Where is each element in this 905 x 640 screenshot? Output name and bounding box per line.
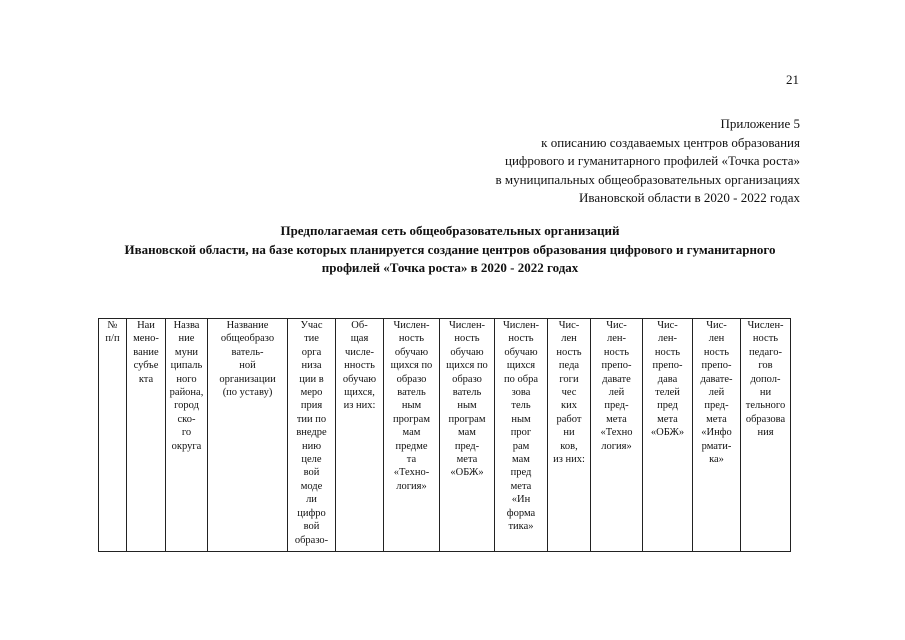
header-cell-additional-education: Числен- ность педаго- гов допол- ни тельного образова ния (741, 319, 791, 552)
header-cell-organization: Название общеобразо ватель- ной организации (по уставу) (208, 319, 288, 552)
appendix-block (495, 115, 800, 208)
title-line: Предполагаемая сеть общеобразовательных организаций (280, 223, 620, 238)
header-cell-teachers-technology: Чис- лен- ность препо- давате лей пред- мета «Техно логия» (591, 319, 643, 552)
appendix-line: Ивановской области в 2020 - 2022 годах (579, 190, 800, 205)
page-number: 21 (786, 72, 799, 87)
title-line: Ивановской области, на базе которых планируется создание центров образования цифрового и гуманитарного (124, 241, 776, 257)
header-cell-students-obzh: Числен- ность обучаю щихся по образо ватель ным програм мам пред- мета «ОБЖ» (440, 319, 495, 552)
header-cell-total-students: Об- щая числе- нность обучаю щихся, из них: (336, 319, 384, 552)
header-cell-number: № п/п (99, 319, 127, 552)
header-cell-students-informatics: Числен- ность обучаю щихся по обра зова тель ным прог рам мам пред мета «Ин форма тика» (495, 319, 548, 552)
header-cell-teachers-total: Чис- лен ность педа гоги чес ких работ ни ков, из них: (548, 319, 591, 552)
header-cell-subject: Наи мено- вание субъе кта (127, 319, 166, 552)
organizations-table (98, 318, 791, 552)
title-line: профилей «Точка роста» в 2020 - 2022 годах (321, 260, 579, 275)
header-cell-district: Назва ние муни ципаль ного района, город ско- го округа (166, 319, 208, 552)
appendix-line: к описанию создаваемых центров образования (541, 134, 800, 150)
document-title (60, 222, 840, 278)
appendix-line: цифрового и гуманитарного профилей «Точка роста» (505, 153, 800, 168)
appendix-line: Приложение 5 (720, 116, 800, 131)
table-header-row (99, 319, 791, 552)
header-cell-teachers-informatics: Чис- лен ность препо- давате- лей пред- мета «Инфо рмати- ка» (693, 319, 741, 552)
header-cell-participation: Учас тие орга низа ции в меро прия тии по внедре нию целе вой моде ли цифро вой образо- (288, 319, 336, 552)
appendix-line: в муниципальных общеобразовательных организациях (495, 171, 800, 187)
header-cell-students-technology: Числен- ность обучаю щихся по образо ватель ным програм мам предме та «Техно- логия» (384, 319, 440, 552)
header-cell-teachers-obzh: Чис- лен- ность препо- дава телей пред мета «ОБЖ» (643, 319, 693, 552)
